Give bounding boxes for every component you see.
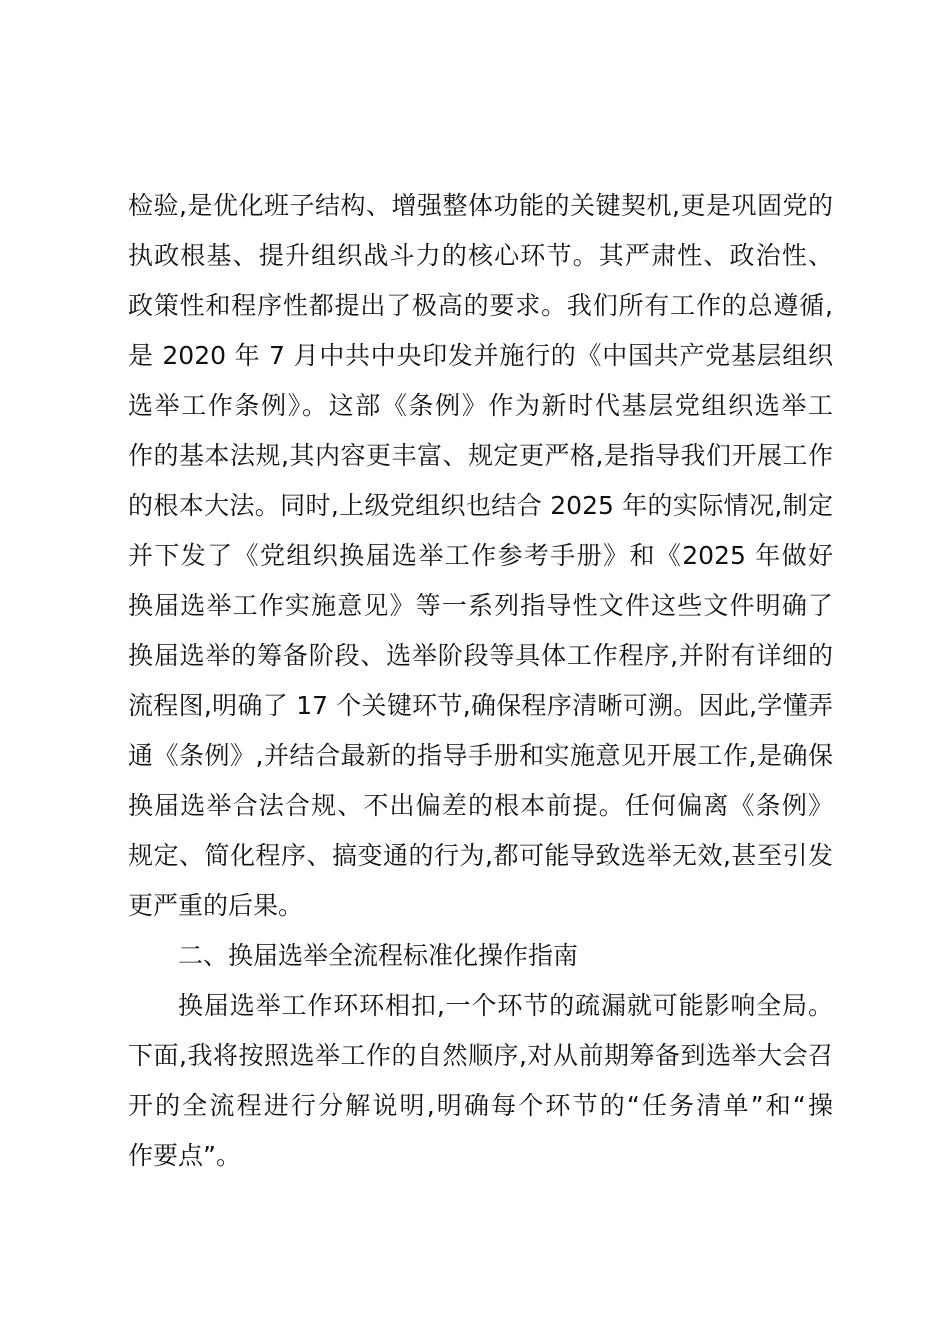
text-line: 是 2020 年 7 月中共中央印发并施行的《中国共产党基层组织 — [128, 341, 833, 370]
text-line: 作要点”。 — [128, 1141, 241, 1170]
text-line: 规定、简化程序、搞变通的行为,都可能导致选举无效,甚至引发 — [128, 841, 833, 870]
document-body — [128, 181, 833, 1181]
paragraph-election-regulations — [128, 181, 833, 931]
text-line: 执政根基、提升组织战斗力的核心环节。其严肃性、政治性、 — [128, 241, 833, 270]
text-line: 选举工作条例》。这部《条例》作为新时代基层党组织选举工 — [128, 391, 833, 420]
text-line: 下面,我将按照选举工作的自然顺序,对从前期筹备到选举大会召 — [128, 1041, 833, 1070]
text-line: 的根本大法。同时,上级党组织也结合 2025 年的实际情况,制定 — [128, 491, 833, 520]
text-line: 作的基本法规,其内容更丰富、规定更严格,是指导我们开展工作 — [128, 441, 833, 470]
text-line: 换届选举工作环环相扣,一个环节的疏漏就可能影响全局。 — [178, 991, 833, 1020]
text-line: 换届选举工作实施意见》等一系列指导性文件这些文件明确了 — [128, 591, 833, 620]
section-heading: 二、换届选举全流程标准化操作指南 — [178, 941, 579, 970]
text-line: 政策性和程序性都提出了极高的要求。我们所有工作的总遵循, — [128, 291, 833, 320]
text-line: 并下发了《党组织换届选举工作参考手册》和《2025 年做好 — [128, 541, 833, 570]
text-line: 换届选举合法合规、不出偏差的根本前提。任何偏离《条例》 — [128, 791, 833, 820]
text-line: 换届选举的筹备阶段、选举阶段等具体工作程序,并附有详细的 — [128, 641, 833, 670]
paragraph-process-guide — [128, 981, 833, 1181]
text-line: 检验,是优化班子结构、增强整体功能的关键契机,更是巩固党的 — [128, 191, 833, 220]
text-line: 开的全流程进行分解说明,明确每个环节的“任务清单”和“操 — [128, 1091, 833, 1120]
text-line: 流程图,明确了 17 个关键环节,确保程序清晰可溯。因此,学懂弄 — [128, 691, 833, 720]
text-line: 更严重的后果。 — [128, 891, 304, 920]
text-line: 通《条例》,并结合最新的指导手册和实施意见开展工作,是确保 — [128, 741, 833, 770]
